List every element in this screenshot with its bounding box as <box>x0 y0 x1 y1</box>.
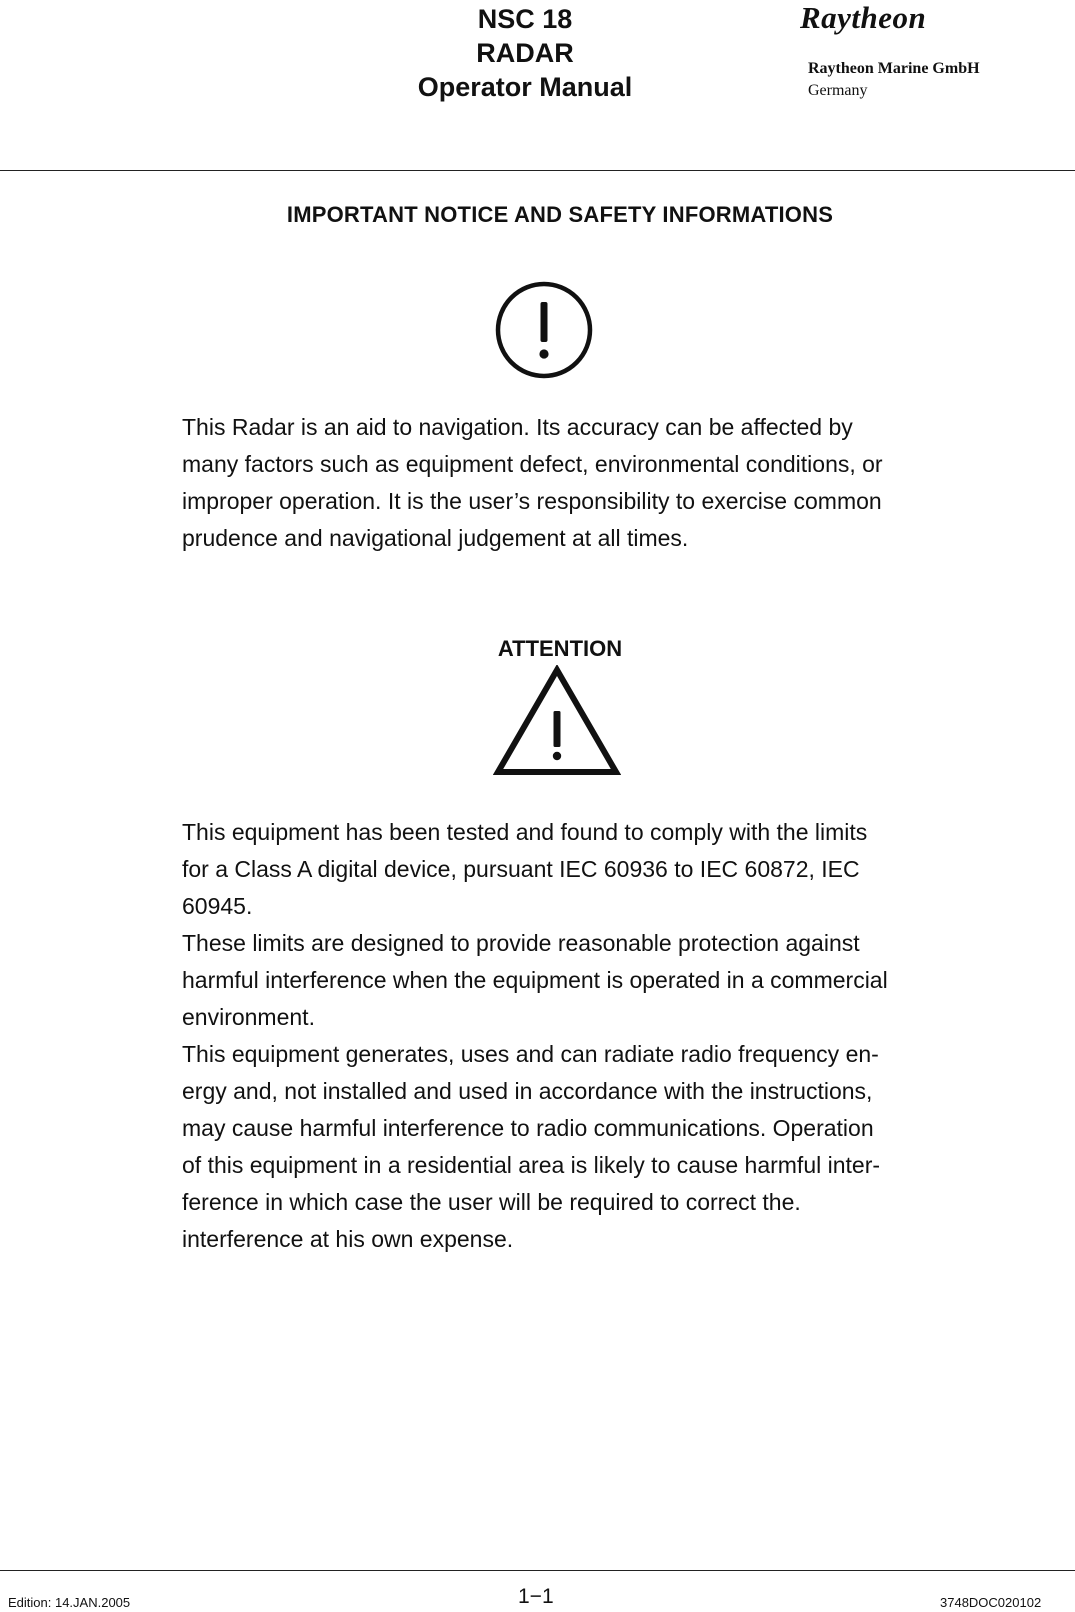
attention-line: interference at his own expense. <box>182 1226 514 1252</box>
exclamation-circle-icon <box>494 280 594 380</box>
document-title <box>380 2 670 104</box>
attention-line: ergy and, not installed and used in accordance with the instructions, <box>182 1078 873 1104</box>
attention-line: 60945. <box>182 893 253 919</box>
attention-paragraph <box>182 814 962 1258</box>
header-divider <box>0 170 1075 171</box>
company-name: Raytheon Marine GmbH <box>808 60 980 77</box>
notice-heading: IMPORTANT NOTICE AND SAFETY INFORMATIONS <box>286 202 834 227</box>
attention-line: This equipment generates, uses and can radiate radio frequency en- <box>182 1041 879 1067</box>
footer-document-number: 3748DOC020102 <box>940 1595 1042 1610</box>
raytheon-logo: Raytheon <box>800 0 927 35</box>
company-country: Germany <box>808 82 868 99</box>
notice-line: many factors such as equipment defect, environmental conditions, or <box>182 451 883 477</box>
notice-line: improper operation. It is the user’s responsibility to exercise common <box>182 488 882 514</box>
title-line-manual: Operator Manual <box>417 72 633 102</box>
attention-line: ference in which case the user will be required to correct the. <box>182 1189 801 1215</box>
attention-line: environment. <box>182 1004 315 1030</box>
footer-page-number: 1−1 <box>518 1585 554 1608</box>
notice-paragraph <box>182 409 962 557</box>
footer-divider <box>0 1570 1075 1571</box>
title-line-type: RADAR <box>476 38 574 68</box>
notice-line: This Radar is an aid to navigation. Its accuracy can be affected by <box>182 414 853 440</box>
warning-triangle-icon <box>493 665 621 777</box>
attention-line: harmful interference when the equipment is operated in a commercial <box>182 967 888 993</box>
footer-edition: Edition: 14.JAN.2005 <box>8 1595 131 1610</box>
notice-line: prudence and navigational judgement at all times. <box>182 525 689 551</box>
attention-line: may cause harmful interference to radio communications. Operation <box>182 1115 874 1141</box>
attention-label: ATTENTION <box>497 636 623 661</box>
attention-line: These limits are designed to provide reasonable protection against <box>182 930 860 956</box>
attention-line: of this equipment in a residential area is likely to cause harmful inter- <box>182 1152 881 1178</box>
attention-line: for a Class A digital device, pursuant IEC 60936 to IEC 60872, IEC <box>182 856 860 882</box>
title-line-product: NSC 18 <box>477 4 573 34</box>
attention-line: This equipment has been tested and found to comply with the limits <box>182 819 868 845</box>
